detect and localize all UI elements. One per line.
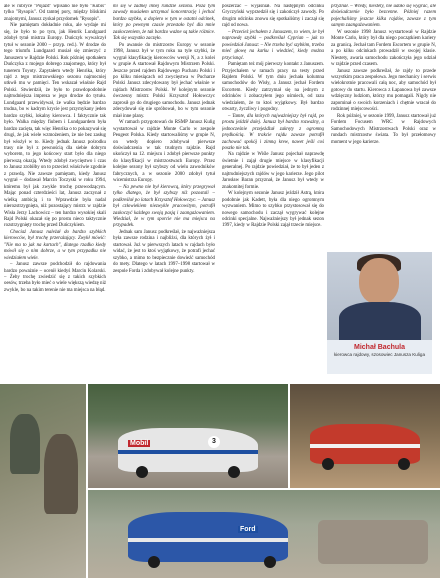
text-column-1: [4, 4, 106, 382]
article-paragraph: W ramach przygotowań do RSMP Janusz Kulig wystartował w rajdzie Monte Carlo w zespole Peugeot Polska. Kiedy startowaliśmy w grupie N, on wtedy dopiero zdobywał pierwsze doświadczenia w tak trudnym rajdzie. Rajd ukończył na 12. miejscu i zdobył pierwsze punkty do klasyfikacji w mistrzostwach Europy. Przez kolejne sezony był szybszy od wielu zawodników fabrycznych, a w sezonie 2000 zdobył tytuł wicemistrza Europy.: [113, 120, 215, 184]
article-paragraph: Jednak sam Janusz podkreślał, że najważniejsza była zawsze rodzina i najbliżsi, dla których żył i startował. Już w pierwszych latach w rajdach było widać, że jest to ktoś wyjątkowy, że potrafi jechać szybko, a mimo to bezpiecznie dowieźć samochód do mety. Dlatego w latach 1997–1998 startował w zespole Forda i zdobywał kolejne punkty.: [113, 229, 215, 274]
article-paragraph: przyznał. – Wtedy, niestety, nie udało się wygrać, ale doświadczenie było bezcenne. Później razem pojechaliśmy jeszcze kilka rajdów, zawsze z tym samym zaangażowaniem.: [331, 4, 436, 29]
portrait-shirt: [339, 302, 421, 342]
photo-rally-car-gravel: [88, 384, 288, 488]
article-paragraph: W kolejnym sezonie Janusz jeździł Astrą, która podobnie jak Kadett, była dla niego ogromnym wyzwaniem. Mimo to szybko przystosował się do nowego samochodu i zaczął wygrywać kolejne odcinki specjalne. Najważniejszy był jednak sezon 1997, kiedy w Rajdzie Polski zajął trzecie miejsce.: [222, 191, 324, 229]
photo-crowd: [0, 384, 86, 578]
article-paragraph: – Na pewno nie był kierowcą, który przegrywał tylko dlatego, że był szybszy niż pozostali – podkreślał po latach Krzysztof Hołowczyc. – Janusz był człowiekiem niezwykle pracowitym, potrafił zaskoczyć każdego swoją pasją i zaangażowaniem. Wiedział, że w tym sporcie nie ma miejsca na przypadek.: [113, 184, 215, 229]
portrait-face: [359, 258, 399, 304]
sponsor-decal: Mobil: [130, 440, 149, 447]
text-column-2: [113, 4, 215, 382]
wheel: [398, 458, 410, 470]
rally-car-body: [128, 512, 288, 562]
portrait-photo: [327, 252, 432, 374]
start-number: 3: [208, 436, 220, 448]
wheel: [322, 458, 334, 470]
article-paragraph: ale w rubryce "Pojazd" wpisano nie było "Kubiś" tylko "Rysopis". Od tamtej pory, między bliskimi znajomymi, Janusz zyskał przydomek "Rysopis".: [4, 4, 106, 22]
article-paragraph: Pamiętam też mój pierwszy kontakt z Januszem. Przyjechałem w ramach pracy na testy przed Rajdem Polski. W tym dniu jechała kolumna samochodów do Wisły, a Janusz jechał Fordem Escortem. Kiedy zatrzymał się na jednym z odcinków i zobaczyłem jego uśmiech, od razu wiedziałem, że to ktoś wyjątkowy. Był bardzo otwarty, życzliwy i pogodny.: [222, 62, 324, 113]
rally-car-stripe: [310, 444, 420, 448]
wheel: [148, 556, 160, 568]
article-paragraph: Po awansie do mistrzostw Europy w sezonie 1998, Janusz był w tym roku na tyle szybki, że wygrał klasyfikację kierowców wersji N, a z kolei w grupie A startował Rajdowym Mistrzem Polski. Jeszcze przed rajdem Rajdowego Pucharu Polski i po kilku miesiącach od zwycięstwa w Pucharze Polski Janusz zdecydowany był jechać właśnie w rajdach Mistrzostw Polski. W kolejnym sezonie ówczesny mistrz Polski Krzysztof Hołowczyc zaprosił go do drugiego samochodu. Janusz jednak zdecydował się nie spróbował, bo w tym sezonie miał inne plany.: [113, 42, 215, 119]
photo-figure: [10, 414, 40, 474]
article-paragraph: Na rajdzie w Wiśle Janusz pojechał naprawdę świetnie i zajął drugie miejsce w klasyfikacji generalnej. Po rajdzie powiedział, że to był jeden z najtrudniejszych rajdów w jego karierze. Jego pilot Jarosław Baran przyznał, że Janusz był wtedy w znakomitej formie.: [222, 152, 324, 190]
portrait-caption: [327, 340, 432, 374]
article-paragraph: Chociaż Janusz należał do bardzo szybkich kierowców, był trochę przerażający. Zwykł mówić: "Nie ma to jak na kartach", dlatego rzadko kiedy mówił się o nim dobrze, a w tym przypadku nie wiedziałem wiele.: [4, 229, 106, 261]
article-paragraph: – Przecież jechałem z Januszem, to wiem, że był naprawdę szybki – podkreślał Cyprian – jak to powiedział Janusz: – Nie trzeba być szybkim, trzeba mieć głowę na karku i wiedzieć, kiedy można przycisnąć.: [222, 29, 324, 61]
text-column-4-top: [331, 4, 436, 252]
article-paragraph: Rok później, w sezonie 1999, Janusz startował już Fordem Focusem WRC w Rajdowych Samochodowych Mistrzostwach Polski oraz w rundach mistrzostw świata. To był przełomowy moment w jego karierze.: [331, 113, 436, 145]
article-paragraph: W sezonie 1998 Janusz wystartował w Rajdzie Monte Carlo, który był dla niego początkiem kariery za granicą. Jechał tam Fordem Escortem w grupie N, a po kilku odcinkach prowadził w swojej klasie. Niestety, awaria samochodu zakończyła jego udział w rajdzie przed czasem.: [331, 29, 436, 68]
article-paragraph: – Janusz zawsze podchodził do rajdowania bardzo poważnie – ocenił kiedyś Marcin Kolarski. – Żeby trochę zwiedzić się z takich szybkich oesów, trzeba było mieć o wiele większą wiedzę niż zwykle, bo na takim terenie nie ma miejsca na błąd.: [4, 262, 106, 293]
wheel: [264, 556, 276, 568]
rally-car-stripe: [118, 450, 258, 454]
portrait-role: kierowca rajdowy, szosowiec Janusza Kuliga: [333, 352, 426, 357]
article-paragraph: poszerzać – wyjaśniał. Na następnym odcinku Gryczyński wyprzedził się i zakończył zawody. Po drugim odcinku znowu się spotkaliśmy i zaczął się rajd od nowa.: [222, 4, 324, 29]
portrait-name: Michał Bachula: [354, 344, 405, 351]
article-paragraph: – Tamte, dla których najważniejszy był rajd, po prostu jeździł dalej. Janusz był bardzo rozważny, a jednocześnie przejeżdżał zakręty z ogromną prędkością. W trakcie rajdu zawsze potrafił zachować spokój i zimną krew, nawet jeśli coś poszło nie tak.: [222, 113, 324, 151]
photo-rally-car-dust: [290, 384, 440, 488]
rally-car-stripe: [128, 538, 288, 542]
photo-rally-car-road: [88, 490, 440, 578]
spectator-area: [318, 520, 428, 564]
ford-badge: Ford: [240, 526, 256, 533]
article-paragraph: mi się w żadnej innej rundzie sezonu. Poza tym zawody musiałem utrzymać koncentrację i jechać bardzo szybko, a dopiero w tym w ostatni odcinek, który po pewnym czasie przestało być dla mnie zaskoczeniem, że tak bardzo ważne są takie różnice. Tak się wszystko zaczęło.: [113, 4, 215, 42]
article-paragraph: Nie pamiętam dokładnie roku, ale wydaje mi się, że było to po tym, jak Henrik Lundgaard zdobył tytuł mistrza Europy. Duńczyk wywalczył tytuł w sezonie 2000 – przyp. red.). W drodze do tego triumfu Lundgaard musiał się zmierzyć z Januszem w Rajdzie Polski. Rok później spotkałem Duńczyka z mojego dobrego znajomego, który był tunerem Toyoty. Zapytałem wtedy Henrika, który rajd z tego mistrzowskiego sezonu najmocniej utkwił mu w pamięci. Ten wskazał właśnie Rajd Polski. Stwierdził, że było to prawdopodobnie najtrudniejsza impreza w jego drodze do tytułu. Lundgaard przewidywał, że walka będzie bardzo trudna, bo w kadrym krycie jest przymykany jeden bardzo szybki, lokalny kierowca. I faktycznie tak było. Walka między fiubem i Lundgaardem była bardzo zacięta, tak więc Henrika o to pokazywał się drugi, że jak wiele wzmożeniem, że nie bez zasług był włożył w to. Kiedy jednak Janusz pośrodku trasy nie był z pewnością dla siebie dobrym wyborem, to jego końcowy start było dla niego pierwszą okazją. Wtedy zdobył zwycięstwo i czas to Janusz zrobiłby on to przecież właściwie zgodnie z prawdą. Nie zawsze pamiętam, kiedy Janusz wygrał – dodawał Marcin Toczyski w roku 1994, któremu był jak zwykle trochę przewodzącym. Mając ponad czterdzieści lat, Janusz zaczynał z wielką ambicją i to Wprawdzie była nadal nierozstrzygnięta, niż pozostający mistrz w rajdzie Wisła Jerzy Lachowicz – ten bardzo wysokiej skali Rajd Polski okazał się po prostu nieco taktycznie rozstrzygnięty trochę przed Duńczykiem.: [4, 23, 106, 229]
photo-figure: [44, 434, 78, 514]
text-column-3: [222, 4, 324, 382]
photo-strip: [0, 384, 440, 578]
article-paragraph: Janusz zawsze podkreślał, że rajdy to przede wszystkim praca zespołowa. Jego mechanicy i serwis wielokrotnie pracowali całą noc, aby samochód był gotowy do startu. Kierowca z Łapanowa był zawsze wdzięczny ludziom, którzy mu pomagali. Nigdy nie zapominał o swoich korzeniach i chętnie wracał do rodzinnej miejscowości.: [331, 68, 436, 113]
wheel: [136, 466, 148, 478]
wheel: [228, 466, 240, 478]
